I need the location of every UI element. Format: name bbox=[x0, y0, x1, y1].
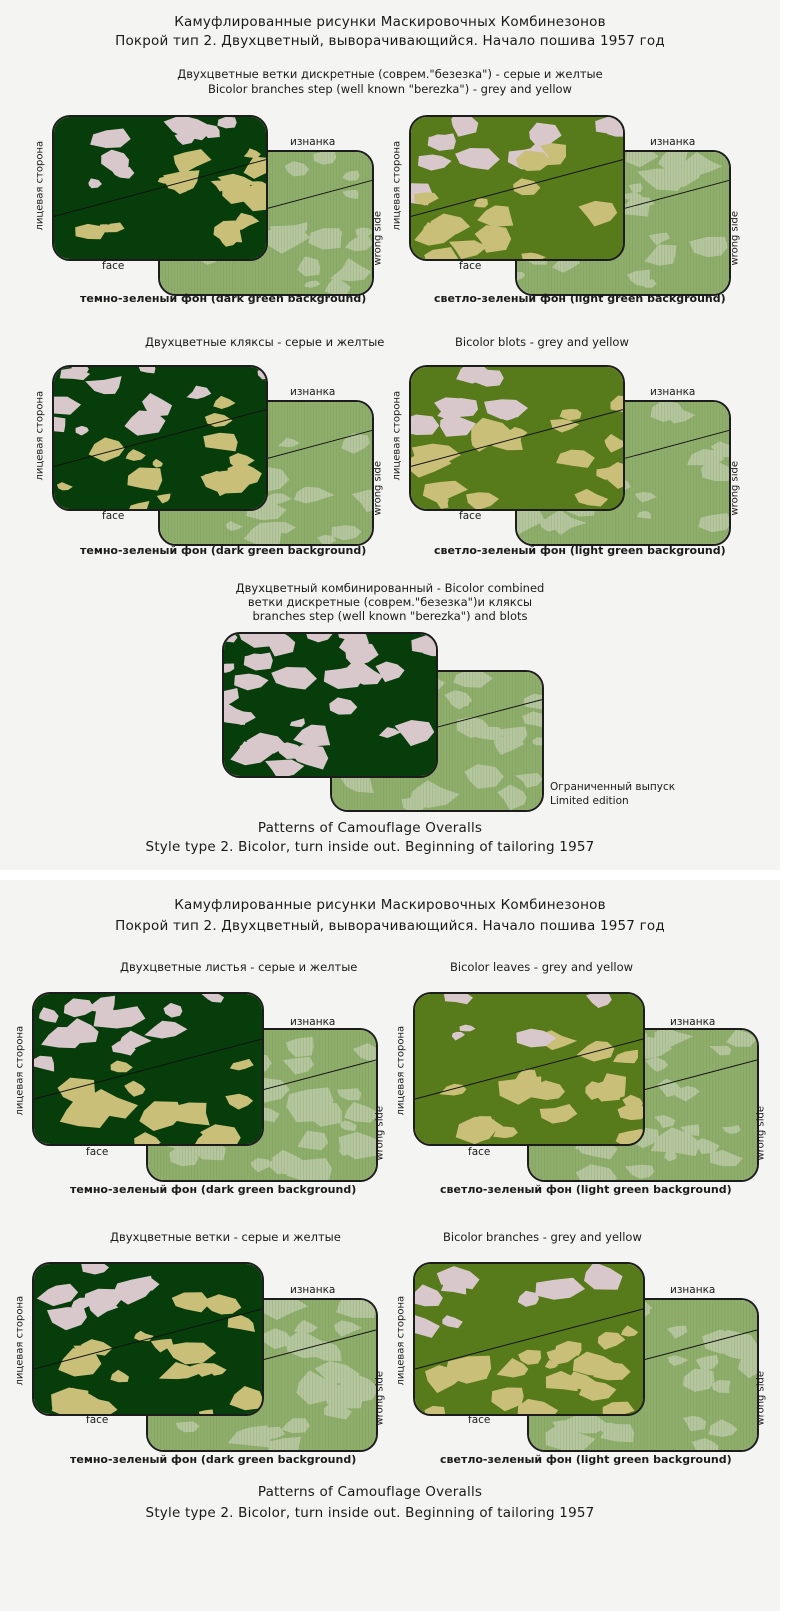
face-swatch bbox=[413, 992, 645, 1146]
face-swatch bbox=[32, 992, 264, 1146]
sheet2-sec2-title-en: Bicolor branches - grey and yellow bbox=[443, 1230, 642, 1244]
background-caption: темно-зеленый фон (dark green background) bbox=[80, 544, 367, 557]
wrong-side-ru-label: изнанка bbox=[290, 1284, 336, 1296]
background-caption: светло-зеленый фон (light green background) bbox=[440, 1183, 732, 1196]
sheet1-subtitle: Покрой тип 2. Двухцветный, выворачивающийся. Начало пошива 1957 год bbox=[115, 33, 665, 49]
sheet2-sec1-title-ru: Двухцветные листья - серые и желтые bbox=[120, 960, 358, 974]
wrong-side-label: wrong side bbox=[729, 460, 741, 516]
sheet1-sec2-title-ru: Двухцветные кляксы - серые и желтые bbox=[145, 335, 385, 349]
face-swatch bbox=[52, 365, 268, 511]
wrong-side-ru-label: изнанка bbox=[290, 136, 336, 148]
sheet1-sec3-line2: ветки дискретные (соврем."безезка")и кляксы bbox=[247, 595, 533, 609]
face-swatch bbox=[222, 632, 438, 778]
sheet1-sec3-line3: branches step (well known "berezka") and blots bbox=[252, 609, 528, 623]
face-side-label: лицевая сторона bbox=[34, 390, 46, 481]
wrong-side-ru-label: изнанка bbox=[670, 1016, 716, 1028]
sheet2-sec2-title-ru: Двухцветные ветки - серые и желтые bbox=[110, 1230, 341, 1244]
sheet1-sec3-line1: Двухцветный комбинированный - Bicolor combined bbox=[235, 581, 545, 595]
face-label: face bbox=[86, 1146, 109, 1158]
wrong-side-label: wrong side bbox=[372, 460, 384, 516]
wrong-side-label: wrong side bbox=[729, 210, 741, 266]
wrong-side-ru-label: изнанка bbox=[650, 136, 696, 148]
face-side-label: лицевая сторона bbox=[14, 1025, 26, 1116]
face-side-label: лицевая сторона bbox=[14, 1295, 26, 1386]
sheet1-footer-line1: Patterns of Camouflage Overalls bbox=[257, 820, 483, 836]
face-label: face bbox=[86, 1414, 109, 1426]
sheet2-footer-line1: Patterns of Camouflage Overalls bbox=[257, 1484, 483, 1500]
wrong-side-label: wrong side bbox=[374, 1105, 386, 1161]
face-label: face bbox=[468, 1414, 491, 1426]
face-swatch bbox=[413, 1262, 645, 1416]
face-side-label: лицевая сторона bbox=[391, 390, 403, 481]
wrong-side-ru-label: изнанка bbox=[650, 386, 696, 398]
wrong-side-ru-label: изнанка bbox=[290, 386, 336, 398]
face-swatch bbox=[409, 115, 625, 261]
sheet1-sec2-title-en: Bicolor blots - grey and yellow bbox=[455, 335, 629, 349]
sheet1-sec1-title-en: Bicolor branches step (well known "berezka") - grey and yellow bbox=[208, 82, 572, 96]
background-caption: светло-зеленый фон (light green background) bbox=[440, 1453, 732, 1466]
face-side-label: лицевая сторона bbox=[395, 1295, 407, 1386]
wrong-side-label: wrong side bbox=[372, 210, 384, 266]
wrong-side-label: wrong side bbox=[755, 1105, 767, 1161]
background-caption: светло-зеленый фон (light green background) bbox=[434, 292, 726, 305]
limited-edition-en: Limited edition bbox=[550, 795, 629, 807]
face-label: face bbox=[459, 260, 482, 272]
sheet2-subtitle: Покрой тип 2. Двухцветный, выворачивающийся. Начало пошива 1957 год bbox=[115, 918, 665, 934]
limited-edition-ru: Ограниченный выпуск bbox=[550, 781, 676, 793]
sheet2-footer-line2: Style type 2. Bicolor, turn inside out. Beginning of tailoring 1957 bbox=[145, 1505, 595, 1521]
face-side-label: лицевая сторона bbox=[391, 140, 403, 231]
face-label: face bbox=[102, 260, 125, 272]
wrong-side-ru-label: изнанка bbox=[670, 1284, 716, 1296]
wrong-side-label: wrong side bbox=[374, 1370, 386, 1426]
face-side-label: лицевая сторона bbox=[34, 140, 46, 231]
wrong-side-ru-label: изнанка bbox=[290, 1016, 336, 1028]
face-label: face bbox=[468, 1146, 491, 1158]
background-caption: темно-зеленый фон (dark green background) bbox=[70, 1453, 357, 1466]
face-swatch bbox=[409, 365, 625, 511]
sheet2-title: Камуфлированные рисунки Маскировочных Комбинезонов bbox=[174, 897, 606, 913]
sheet1-footer-line2: Style type 2. Bicolor, turn inside out. Beginning of tailoring 1957 bbox=[145, 839, 595, 855]
face-label: face bbox=[102, 510, 125, 522]
face-swatch bbox=[32, 1262, 264, 1416]
face-label: face bbox=[459, 510, 482, 522]
face-side-label: лицевая сторона bbox=[395, 1025, 407, 1116]
sheet-2 bbox=[0, 880, 780, 1611]
sheet2-sec1-title-en: Bicolor leaves - grey and yellow bbox=[450, 960, 634, 974]
face-swatch bbox=[52, 115, 268, 261]
background-caption: темно-зеленый фон (dark green background) bbox=[80, 292, 367, 305]
sheet1-sec1-title-ru: Двухцветные ветки дискретные (соврем."безезка") - серые и желтые bbox=[177, 67, 603, 81]
background-caption: темно-зеленый фон (dark green background) bbox=[70, 1183, 357, 1196]
background-caption: светло-зеленый фон (light green background) bbox=[434, 544, 726, 557]
wrong-side-label: wrong side bbox=[755, 1370, 767, 1426]
sheet1-title: Камуфлированные рисунки Маскировочных Комбинезонов bbox=[174, 14, 606, 30]
